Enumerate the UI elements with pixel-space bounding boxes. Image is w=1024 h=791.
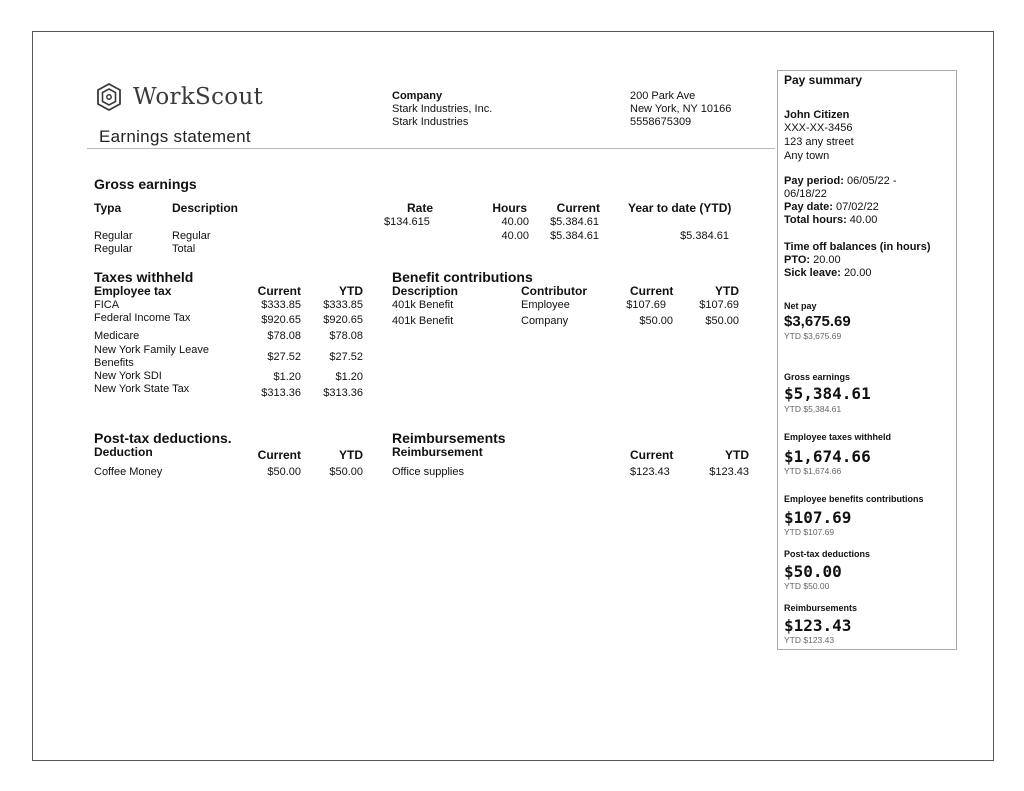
benefit-row-contributor: Employee: [521, 299, 570, 311]
benefits-contrib-ytd: YTD $107.69: [784, 527, 835, 537]
tax-row-ytd: $333.85: [323, 299, 363, 311]
pay-date-label: Pay date:: [784, 201, 833, 213]
company-name: Stark Industries, Inc.: [392, 103, 493, 115]
gross-row-hours: 40.00: [501, 230, 529, 242]
pay-period: [784, 175, 897, 187]
tax-row-ytd: $27.52: [329, 351, 363, 363]
workscout-logo: [95, 82, 263, 112]
posttax-row-current: $50.00: [267, 466, 301, 478]
tax-row-current: $78.08: [267, 330, 301, 342]
gross-header-type: Typa: [94, 201, 122, 215]
reimb-header-ytd: YTD: [725, 448, 749, 462]
taxes-title: Taxes withheld: [94, 269, 194, 285]
tax-row-ytd: $78.08: [329, 330, 363, 342]
reimbursements-value: $123.43: [784, 616, 852, 635]
total-hours-value: 40.00: [849, 214, 878, 226]
tax-row-ytd: $313.36: [323, 387, 363, 399]
company-address-city: New York, NY 10166: [630, 103, 732, 115]
gross-rate-value: $134.615: [384, 216, 430, 228]
tax-row-current: $920.65: [261, 314, 301, 326]
reimb-header-name: Reimbursement: [392, 445, 483, 459]
gross-header-rate: Rate: [406, 201, 433, 215]
pto-value: 20.00: [813, 254, 841, 266]
posttax-header-ytd: YTD: [339, 448, 363, 462]
pay-period-label: Pay period:: [784, 175, 844, 187]
gross-earnings-label: Gross earnings: [784, 372, 851, 382]
taxes-withheld-label: Employee taxes withheld: [784, 432, 892, 442]
reimb-title: Reimbursements: [392, 430, 506, 446]
pto-balance: [784, 254, 841, 266]
posttax-row-name: Coffee Money: [94, 466, 163, 478]
posttax-deductions-label: Post-tax deductions: [784, 549, 871, 559]
tax-row-ytd: $1.20: [335, 371, 363, 383]
tax-row-ytd: $920.65: [323, 314, 363, 326]
earnings-statement-page: [32, 31, 994, 761]
pay-summary-title: Pay summary: [784, 73, 863, 87]
gross-header-ytd: Year to date (YTD): [628, 201, 732, 215]
posttax-header-name: Deduction: [94, 445, 153, 459]
benefits-header-description: Description: [392, 284, 459, 298]
benefit-row-current: $50.00: [639, 315, 673, 327]
taxes-withheld-ytd: YTD $1,674.66: [784, 466, 842, 476]
hexagon-logo-icon: [95, 82, 123, 112]
employee-name: John Citizen: [784, 109, 850, 121]
company-short-name: Stark Industries: [392, 116, 469, 128]
posttax-deductions-value: $50.00: [784, 562, 842, 581]
posttax-title: Post-tax deductions.: [94, 430, 232, 446]
pay-date: [784, 201, 879, 213]
benefit-row-ytd: $107.69: [699, 299, 739, 311]
tax-row-name: New York Family Leave: [94, 344, 209, 356]
gross-header-current: Current: [556, 201, 600, 215]
gross-row-type: Regular: [94, 230, 133, 242]
gross-header-hours: Hours: [492, 201, 527, 215]
pay-period-value: 06/05/22 -: [846, 175, 897, 187]
tax-row-current: $27.52: [267, 351, 301, 363]
reimb-row-name: Office supplies: [392, 466, 464, 478]
tax-row-name: FICA: [94, 299, 120, 311]
tax-row-name-continued: Benefits: [94, 357, 134, 369]
employee-ssn: XXX-XX-3456: [784, 122, 853, 134]
gross-hours-value: 40.00: [501, 216, 529, 228]
sick-leave-value: 20.00: [843, 267, 872, 279]
net-pay-value: $3,675.69: [784, 313, 851, 330]
benefit-row-contributor: Company: [521, 315, 569, 327]
company-address-street: 200 Park Ave: [630, 90, 696, 102]
gross-total-description: Total: [172, 243, 196, 255]
tax-row-name: New York SDI: [94, 370, 162, 382]
gross-current-value: $5.384.61: [550, 216, 599, 228]
benefit-row-description: 401k Benefit: [392, 315, 454, 327]
benefit-row-current: $107.69: [626, 299, 666, 311]
total-hours: [784, 214, 877, 226]
benefits-header-current: Current: [630, 284, 674, 298]
gross-row-ytd: $5.384.61: [680, 230, 729, 242]
reimb-row-ytd: $123.43: [709, 466, 749, 478]
posttax-deductions-ytd: YTD $50.00: [784, 581, 830, 591]
statement-title: Earnings statement: [99, 127, 251, 146]
pto-label: PTO:: [784, 254, 811, 266]
benefits-contrib-label: Employee benefits contributions: [784, 494, 924, 504]
sick-leave-balance: [784, 267, 871, 279]
benefits-header-contributor: Contributor: [521, 284, 587, 298]
employee-town: Any town: [784, 150, 830, 162]
posttax-row-ytd: $50.00: [329, 466, 363, 478]
tax-row-current: $1.20: [273, 371, 301, 383]
gross-header-description: Description: [172, 201, 239, 215]
tax-row-name: Medicare: [94, 330, 140, 342]
total-hours-label: Total hours:: [784, 214, 847, 226]
brand-name: WorkScout: [133, 84, 264, 110]
benefits-header-ytd: YTD: [715, 284, 739, 298]
taxes-header-name: Employee tax: [94, 284, 172, 298]
tax-row-name: New York State Tax: [94, 383, 190, 395]
header-divider: [87, 148, 775, 149]
benefit-row-ytd: $50.00: [705, 315, 739, 327]
gross-row-current: $5.384.61: [550, 230, 599, 242]
gross-total-type: Regular: [94, 243, 133, 255]
reimbursements-label: Reimbursements: [784, 603, 858, 613]
sick-leave-label: Sick leave:: [784, 267, 841, 279]
gross-earnings-ytd: YTD $5,384.61: [784, 404, 842, 414]
reimb-header-current: Current: [630, 448, 674, 462]
reimbursements-ytd: YTD $123.43: [784, 635, 835, 645]
employee-street: 123 any street: [784, 136, 854, 148]
reimb-row-current: $123.43: [630, 466, 670, 478]
company-label: Company: [392, 90, 443, 102]
gross-earnings-title: Gross earnings: [94, 176, 197, 192]
taxes-header-current: Current: [257, 284, 301, 298]
taxes-header-ytd: YTD: [339, 284, 363, 298]
gross-row-description: Regular: [172, 230, 211, 242]
tax-row-current: $333.85: [261, 299, 301, 311]
pay-summary-panel: [777, 70, 957, 650]
pay-date-value: 07/02/22: [835, 201, 879, 213]
net-pay-ytd: YTD $3,675.69: [784, 331, 842, 341]
pay-period-end: 06/18/22: [784, 188, 827, 200]
gross-earnings-value: $5,384.61: [784, 384, 871, 403]
taxes-withheld-value: $1,674.66: [784, 447, 871, 466]
benefit-row-description: 401k Benefit: [392, 299, 454, 311]
tax-row-name: Federal Income Tax: [94, 312, 191, 324]
net-pay-label: Net pay: [784, 301, 817, 311]
benefits-contrib-value: $107.69: [784, 508, 852, 527]
tax-row-current: $313.36: [261, 387, 301, 399]
time-off-title: Time off balances (in hours): [784, 241, 931, 253]
company-phone: 5558675309: [630, 116, 692, 128]
benefits-title: Benefit contributions: [392, 269, 533, 285]
posttax-header-current: Current: [257, 448, 301, 462]
